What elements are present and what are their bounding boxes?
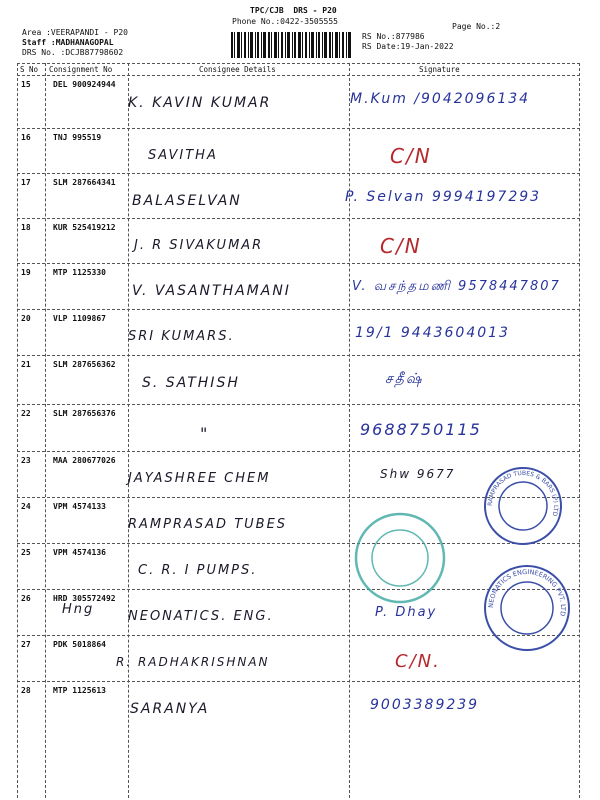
staff-label: Staff :MADHANAGOPAL — [22, 38, 114, 47]
row-signature: M.Kum /9042096134 — [350, 91, 531, 107]
page-number: Page No.:2 — [452, 22, 501, 31]
row-consignee: C. R. I PUMPS. — [138, 563, 258, 578]
row-sno: 16 — [21, 133, 31, 142]
row-consignment-no: VPM 4574133 — [53, 502, 106, 511]
row-consignment-no: MAA 280677026 — [53, 456, 116, 465]
column-header-signature: Signature — [419, 65, 460, 74]
row-consignee: JAYASHREE CHEM — [128, 471, 271, 486]
stamp-text: RAMPRASAD TUBES & BARS (P) LTD — [486, 469, 560, 517]
row-sno: 21 — [21, 360, 31, 369]
row-divider — [17, 263, 580, 264]
column-header-sno: S No — [20, 65, 39, 74]
row-divider — [17, 404, 580, 405]
column-header-consignment: Consignment No — [49, 65, 113, 74]
rs-date: RS Date:19-Jan-2022 — [362, 42, 454, 51]
row-sno: 22 — [21, 409, 31, 418]
row-divider — [17, 543, 580, 544]
row-consignment-no: MTP 1125330 — [53, 268, 106, 277]
row-signature: P. Selvan 9994197293 — [345, 189, 542, 205]
table-top-border — [17, 63, 580, 64]
row-consignee: RAMPRASAD TUBES — [128, 517, 288, 532]
row-signature: Shw 9677 — [380, 467, 456, 481]
row-consignment-no: SLM 287656376 — [53, 409, 116, 418]
document-title: TPC/CJB DRS - P20 — [250, 6, 337, 15]
company-stamp-ramprasad — [482, 465, 564, 547]
column-header-consignee: Consignee Details — [199, 65, 276, 74]
row-consignee: SARANYA — [130, 701, 210, 717]
row-sno: 15 — [21, 80, 31, 89]
row-sno: 17 — [21, 178, 31, 187]
company-stamp-teal — [352, 510, 448, 606]
stamp-text: NEONATICS ENGINEERING PVT. LTD — [486, 567, 568, 617]
margin-note: Hng — [62, 602, 95, 617]
company-stamp-neonatics — [482, 563, 572, 653]
row-consignment-no: TNJ 995519 — [53, 133, 102, 142]
row-consignment-no: VLP 1109867 — [53, 314, 106, 323]
row-consignee: S. SATHISH — [142, 375, 240, 391]
area-label: Area :VEERAPANDI - P20 — [22, 28, 128, 37]
row-consignee: SAVITHA — [148, 148, 218, 163]
row-consignee: BALASELVAN — [132, 193, 242, 209]
row-sno: 19 — [21, 268, 31, 277]
row-consignee: K. KAVIN KUMAR — [128, 95, 272, 111]
row-signature: C/N — [380, 234, 422, 258]
svg-text:NEONATICS ENGINEERING PVT. LTD — [487, 568, 567, 617]
row-sno: 25 — [21, 548, 31, 557]
row-signature: 9688750115 — [360, 420, 482, 439]
row-divider — [17, 218, 580, 219]
row-consignment-no: SLM 287664341 — [53, 178, 116, 187]
row-signature: V. வசந்தமணி 9578447807 — [352, 279, 561, 294]
row-sno: 23 — [21, 456, 31, 465]
row-consignment-no: DEL 900924944 — [53, 80, 116, 89]
row-divider — [17, 681, 580, 682]
row-consignee: V. VASANTHAMANI — [132, 283, 291, 299]
row-sno: 20 — [21, 314, 31, 323]
row-divider — [17, 128, 580, 129]
row-divider — [17, 451, 580, 452]
row-sno: 24 — [21, 502, 31, 511]
row-consignment-no: MTP 1125613 — [53, 686, 106, 695]
row-sno: 18 — [21, 223, 31, 232]
row-consignment-no: KUR 525419212 — [53, 223, 116, 232]
row-consignment-no: SLM 287656362 — [53, 360, 116, 369]
row-consignment-no: HRD 305572492 — [53, 594, 116, 603]
row-sno: 27 — [21, 640, 31, 649]
table-header-border — [17, 75, 580, 76]
row-divider — [17, 309, 580, 310]
rs-number: RS No.:877986 — [362, 32, 425, 41]
row-sno: 26 — [21, 594, 31, 603]
delivery-run-sheet-table — [17, 63, 580, 798]
row-signature: C/N. — [395, 651, 441, 672]
row-consignee: SRI KUMARS. — [128, 329, 235, 344]
row-consignee: " — [200, 424, 210, 443]
row-divider — [17, 355, 580, 356]
row-consignee: NEONATICS. ENG. — [128, 609, 274, 624]
phone-number: Phone No.:0422-3505555 — [232, 17, 338, 26]
row-sno: 28 — [21, 686, 31, 695]
row-signature: சதீஷ் — [385, 371, 424, 387]
row-consignment-no: PDK 5018864 — [53, 640, 106, 649]
barcode — [231, 32, 353, 58]
row-signature: P. Dhay — [375, 605, 438, 620]
drs-number: DRS No. :DCJB8779860​2 — [22, 48, 124, 57]
row-consignment-no: VPM 4574136 — [53, 548, 106, 557]
row-signature: C/N — [390, 144, 432, 168]
row-consignee: J. R SIVAKUMAR — [134, 238, 264, 253]
row-signature: 19/1 9443604013 — [355, 325, 510, 341]
row-consignee: R. RADHAKRISHNAN — [116, 655, 270, 669]
row-divider — [17, 173, 580, 174]
row-signature: 9003389239 — [370, 697, 480, 713]
